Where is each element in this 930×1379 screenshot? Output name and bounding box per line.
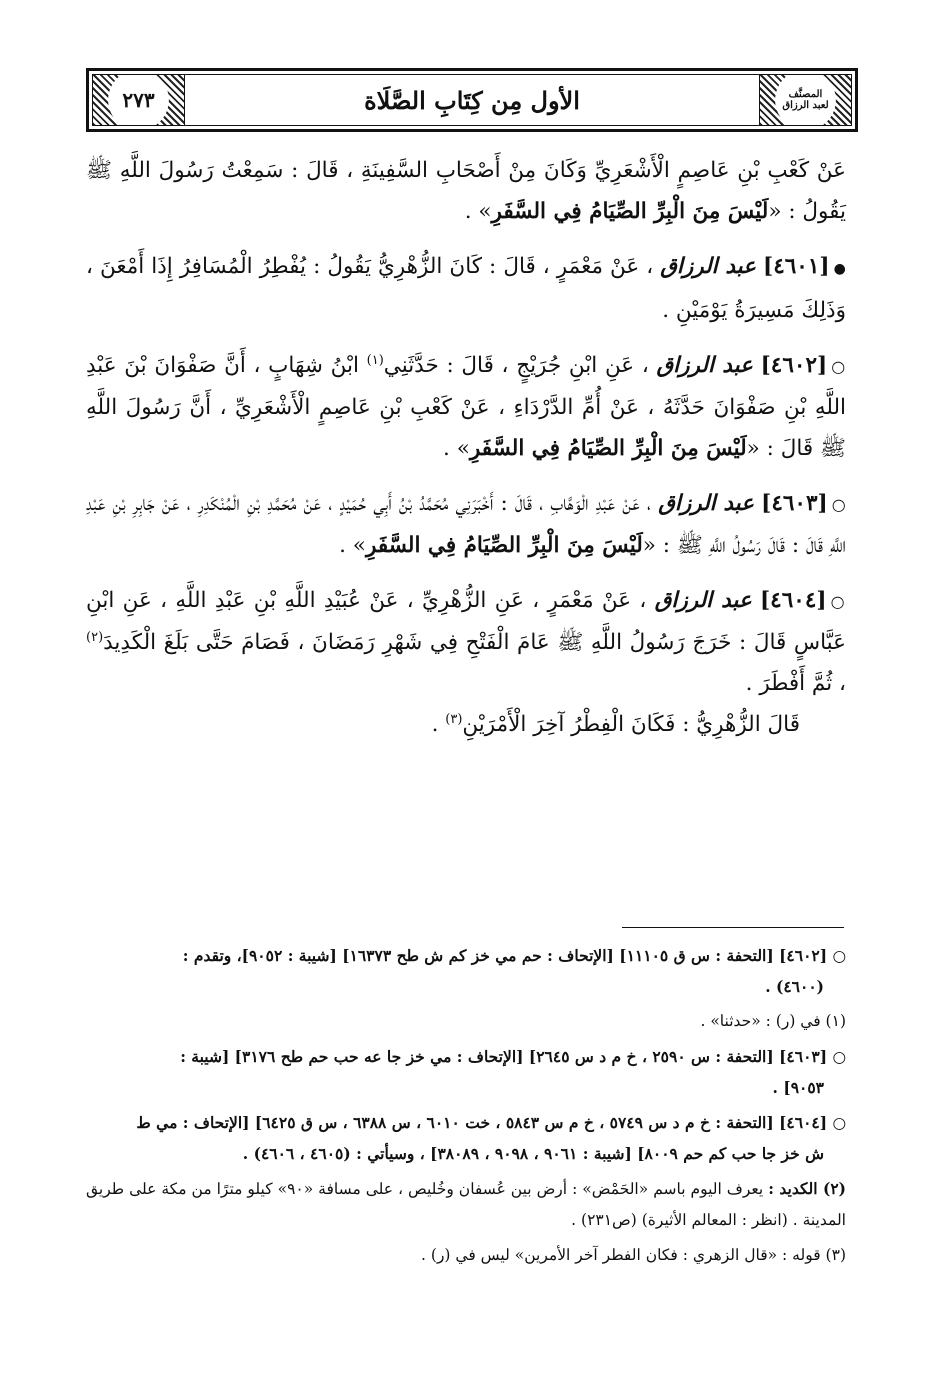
text-run: » . bbox=[443, 436, 470, 461]
hollow-circle-marker: ○ bbox=[831, 495, 846, 514]
filled-dot-marker: ● bbox=[833, 261, 846, 277]
prophetic-quote: لَيْسَ مِنَ الْبِرِّ الصِّيَامُ فِي السَّفَرِ bbox=[365, 533, 643, 558]
hollow-circle-marker: ○ bbox=[831, 357, 847, 376]
hadith-text bbox=[86, 246, 846, 331]
footnote-ref-3[interactable]: (٣) bbox=[445, 711, 463, 727]
footnote-ref-2[interactable]: (٢) bbox=[86, 629, 104, 645]
hadith-number: [٤٦٠٤] bbox=[759, 588, 827, 613]
footnote-3: (٣) قوله : «قال الزهري : فكان الفطر آخر الأمرين» ليس في (ر) . bbox=[421, 1246, 846, 1264]
text-run: . bbox=[431, 712, 439, 737]
hadith-4601 bbox=[86, 246, 846, 331]
footnote-ref-1[interactable]: (١) bbox=[366, 352, 384, 368]
note-line: ٩٠٥٣] . bbox=[772, 1078, 824, 1097]
takhrij-4603 bbox=[86, 1041, 846, 1103]
prophetic-quote: لَيْسَ مِنَ الْبِرِّ الصِّيَامُ فِي السَّفَرِ bbox=[469, 436, 747, 461]
book-logo-text bbox=[776, 86, 834, 115]
narrator-name: عبد الرزاق bbox=[656, 353, 753, 378]
footnote-separator bbox=[622, 927, 844, 928]
takhrij-4604 bbox=[86, 1107, 846, 1169]
book-logo bbox=[759, 75, 851, 125]
hadith-number: [٤٦٠٣] bbox=[761, 491, 828, 516]
footnote-keyword: (٢) الكديد : bbox=[768, 1179, 846, 1198]
hadith-number: [٤٦٠١] bbox=[763, 254, 830, 279]
zuhri-comment bbox=[86, 704, 846, 745]
note-line: ○ [٤٦٠٤] [التحفة : خ م د س ٥٧٤٩ ، خ م س ٥٨٤٣ ، خت ٦٠١٠ ، س ٦٣٨٨ ، س ق ٦٤٢٥] [الإتحاف : مي ط bbox=[136, 1113, 846, 1132]
hadith-text bbox=[86, 150, 846, 232]
footnotes bbox=[86, 940, 846, 1275]
text-run: ، عَنْ عَبْدِ الْوَهَّابِ ، قَالَ : أَخْبَرَنِي مُحَمَّدُ بْنُ أَبِي حُمَيْدٍ ، عَنْ مُحَمَّدِ بْنِ الْمُنْكَدِرِ ، عَنْ جَابِرِ بْنِ عَبْدِ اللَّهِ قَالَ : قَالَ رَسُولُ اللَّهِ ﷺ : « bbox=[86, 491, 846, 558]
running-header bbox=[86, 68, 858, 132]
text-run: عَنْ كَعْبِ بْنِ عَاصِمٍ الْأَشْعَرِيِّ وَكَانَ مِنْ أَصْحَابِ السَّفِينَةِ ، قَالَ : سَمِعْتُ رَسُولَ اللَّهِ bbox=[119, 158, 846, 183]
hadith-continuation bbox=[86, 150, 846, 232]
text-run: ابْنُ شِهَابٍ ، أَنَّ صَفْوَانَ بْنَ عَبْدِ اللَّهِ بْنِ صَفْوَانَ حَدَّثَهُ ، عَنْ أُمِّ الدَّرْدَاءِ ، عَنْ كَعْبِ بْنِ عَاصِمٍ الْأَشْعَرِيِّ ، أَنَّ رَسُولَ اللَّهِ ﷺ قَالَ : « bbox=[86, 353, 846, 461]
note-line: ش خز جا حب كم حم ٨٠٠٩] [شيبة : ٩٠٦١ ، ٩٠٩٨ ، ٣٨٠٨٩] ، وسيأتي : (٤٦٠٥ ، ٤٦٠٦) . bbox=[242, 1144, 824, 1163]
text-run: ، ثُمَّ أَفْطَرَ . bbox=[745, 671, 846, 696]
chapter-title: الأول مِن كِتَابِ الصَّلَاة bbox=[364, 85, 580, 115]
narrator-name: عبد الرزاق bbox=[660, 254, 756, 279]
hadith-text bbox=[86, 483, 846, 566]
footnote-text: يعرف اليوم باسم «الحَمْض» : أرض بين عُسفان وخُليص ، على مسافة «٩٠» كيلو مترًا من مكة على طريق المدينة . (انظر : المعالم الأثيرة) (ص٢٣١) . bbox=[86, 1180, 846, 1229]
logo-line-1: المصنَّف bbox=[788, 88, 823, 100]
text-run: » . bbox=[464, 199, 492, 224]
hadith-4604 bbox=[86, 580, 846, 745]
main-text bbox=[86, 150, 846, 759]
logo-line-2: لعبد الرزاق bbox=[782, 100, 829, 111]
footnote-2 bbox=[86, 1173, 846, 1236]
prophetic-quote: لَيْسَ مِنَ الْبِرِّ الصِّيَامُ فِي السَّفَرِ bbox=[491, 199, 769, 224]
hadith-text bbox=[86, 345, 846, 469]
text-run: » . bbox=[339, 533, 366, 558]
hadith-4603 bbox=[86, 483, 846, 566]
page-number: ٢٧٣ bbox=[114, 87, 162, 113]
text-run: قَالَ الزُّهْرِيُّ : فَكَانَ الْفِطْرُ آخِرَ الْأَمْرَيْنِ bbox=[462, 712, 800, 737]
footnote-1: (١) في (ر) : «حدثنا» . bbox=[700, 1012, 846, 1030]
hollow-circle-marker: ○ bbox=[830, 592, 846, 611]
hadith-4602 bbox=[86, 345, 846, 469]
note-line: (٤٦٠٠) . bbox=[765, 977, 824, 996]
takhrij-4602 bbox=[86, 940, 846, 1002]
text-run: ، عَنِ ابْنِ جُرَيْجٍ ، قَالَ : حَدَّثَنِي bbox=[383, 353, 649, 378]
text-run: ، عَنْ مَعْمَرٍ ، قَالَ : كَانَ الزُّهْرِيُّ يَقُولُ : يُفْطِرُ الْمُسَافِرُ إِذَا أَمْعَنَ ، وَذَلِكَ مَسِيرَةُ يَوْمَيْنِ . bbox=[86, 254, 846, 323]
hadith-text bbox=[86, 580, 846, 704]
note-line: ○ [٤٦٠٢] [التحفة : س ق ١١١٠٥] [الإتحاف : حم مي خز كم ش طح ١٦٣٧٣] [شيبة : ٩٠٥٢]، وتقدم : bbox=[182, 946, 846, 965]
page-number-cartouche bbox=[93, 75, 185, 125]
text-run: ﷺ يَقُولُ : « bbox=[86, 158, 846, 224]
hadith-number: [٤٦٠٢] bbox=[760, 353, 828, 378]
note-line: ○ [٤٦٠٣] [التحفة : س ٢٥٩٠ ، خ م د س ٢٦٤٥] [الإتحاف : مي خز جا عه حب حم طح ٣١٧٦] [شيبة : bbox=[180, 1047, 846, 1066]
narrator-name: عبد الرزاق bbox=[654, 588, 752, 613]
header-frame bbox=[92, 74, 852, 126]
narrator-name: عبد الرزاق bbox=[658, 491, 754, 516]
text-run: ، عَنْ مَعْمَرٍ ، عَنِ الزُّهْرِيِّ ، عَنْ عُبَيْدِ اللَّهِ بْنِ عَبْدِ اللَّهِ ، عَنِ ابْنِ عَبَّاسٍ قَالَ : خَرَجَ رَسُولُ اللَّهِ ﷺ عَامَ الْفَتْحِ فِي شَهْرِ رَمَضَانَ ، فَصَامَ حَتَّى بَلَغَ الْكَدِيدَ bbox=[86, 588, 846, 655]
